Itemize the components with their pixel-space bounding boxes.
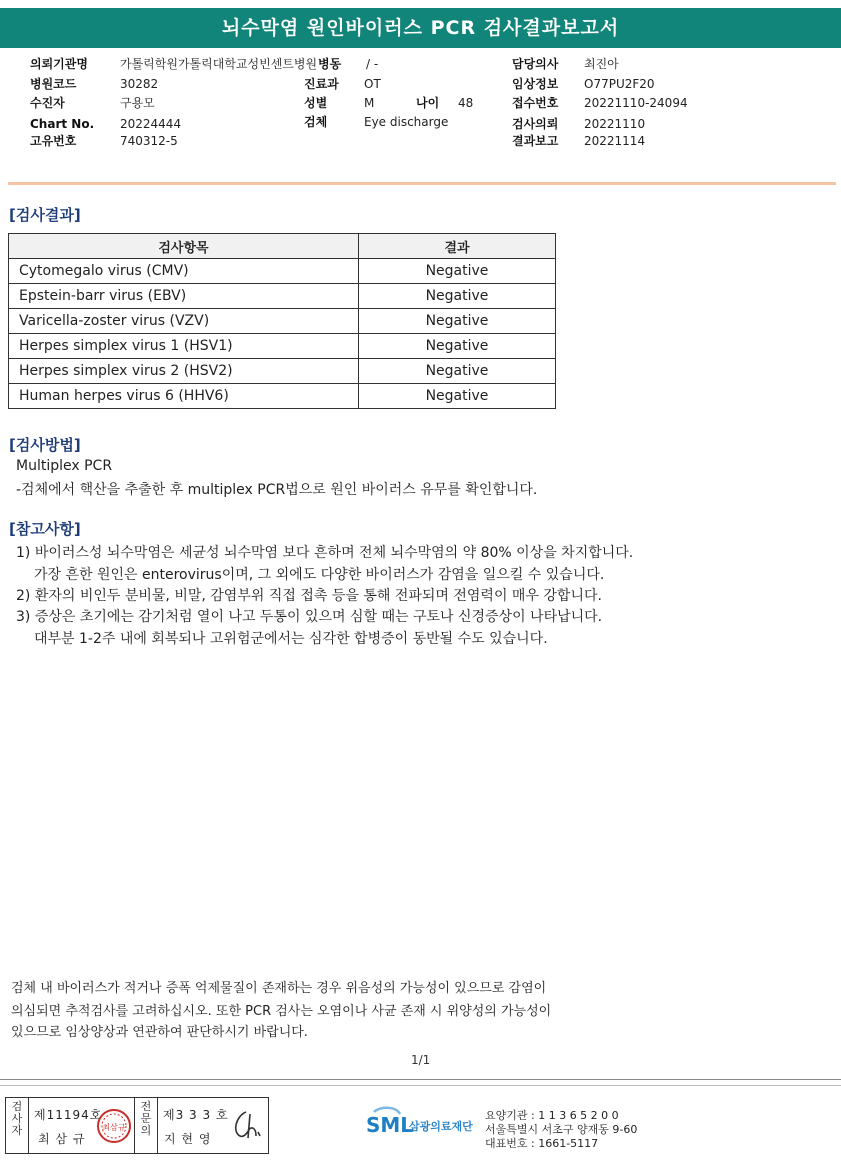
test-item: Varicella-zoster virus (VZV) <box>9 309 359 334</box>
seal-text: 최삼규 <box>102 1123 126 1132</box>
receipt-no-label: 접수번호 <box>512 96 559 110</box>
age-label: 나이 <box>416 96 440 110</box>
table-row <box>9 309 556 334</box>
disclaimer-line: 의심되면 추적검사를 고려하십시오. 또한 PCR 검사는 오염이나 사균 존재 시 위양성의 가능성이 <box>11 1004 552 1019</box>
table-row <box>9 284 556 309</box>
tester-label-cell <box>6 1098 29 1153</box>
validator-label-cell <box>134 1098 158 1153</box>
ward-value: / - <box>366 57 379 71</box>
col-header-item: 검사항목 <box>9 234 359 259</box>
tester-license: 제11194호 <box>34 1108 103 1122</box>
company-address: 서울특별시 서초구 양재동 9-60 <box>485 1123 638 1136</box>
note-line: 1) 바이러스성 뇌수막염은 세균성 뇌수막염 보다 흔하며 전체 뇌수막염의 약 80% 이상을 차지합니다. <box>16 545 634 561</box>
sex-label: 성별 <box>304 96 328 110</box>
receiver-label: 수진자 <box>30 96 65 110</box>
test-item: Epstein-barr virus (EBV) <box>9 284 359 309</box>
method-section-title: [검사방법] <box>9 436 81 454</box>
test-result: Negative <box>359 334 556 359</box>
note-line: 가장 흔한 원인은 enterovirus이며, 그 외에도 다양한 바이러스가 감염을 일으킬 수 있습니다. <box>34 567 605 583</box>
note-line: 대부분 1-2주 내에 회복되나 고위험군에서는 심각한 합병증이 동반될 수도 있습니다. <box>34 631 548 647</box>
footer-divider <box>0 1079 841 1080</box>
sex-value: M <box>364 96 375 110</box>
doctor-label: 담당의사 <box>512 57 559 71</box>
report-date-label: 결과보고 <box>512 134 559 148</box>
hospital-code-label: 병원코드 <box>30 77 77 91</box>
note-line: 2) 환자의 비인두 분비물, 비말, 감염부위 직접 접촉 등을 통해 전파되며 전염력이 매우 강합니다. <box>16 588 602 604</box>
header-separator <box>8 182 836 185</box>
institution-value: 가톨릭학원가톨릭대학교성빈센트병원 <box>120 57 318 71</box>
note-line: 3) 증상은 초기에는 감기처럼 열이 나고 두통이 있으며 심할 때는 구토나 신경증상이 나타납니다. <box>16 609 603 625</box>
validator-name: 지 현 영 <box>164 1132 212 1146</box>
table-row <box>9 384 556 409</box>
table-row <box>9 359 556 384</box>
department-label: 진료과 <box>304 77 339 91</box>
col-header-result: 결과 <box>359 234 556 259</box>
test-result: Negative <box>359 359 556 384</box>
notes-section-title: [참고사항] <box>9 520 81 538</box>
logo-text: SML <box>366 1113 414 1137</box>
method-description: -검체에서 핵산을 추출한 후 multiplex PCR법으로 원인 바이러스 유무를 확인합니다. <box>16 482 538 498</box>
age-value: 48 <box>458 96 474 110</box>
request-date-label: 검사의뢰 <box>512 117 559 131</box>
specimen-value: Eye discharge <box>364 115 449 129</box>
test-item: Human herpes virus 6 (HHV6) <box>9 384 359 409</box>
table-row <box>9 259 556 284</box>
validator-label: 전문의 <box>140 1100 152 1137</box>
test-item: Cytomegalo virus (CMV) <box>9 259 359 284</box>
sml-logo <box>366 1104 481 1148</box>
clinical-info-label: 임상정보 <box>512 77 559 91</box>
tester-label: 검사자 <box>11 1100 23 1137</box>
test-result: Negative <box>359 384 556 409</box>
table-row <box>9 334 556 359</box>
test-item: Herpes simplex virus 2 (HSV2) <box>9 359 359 384</box>
chart-no-value: 20224444 <box>120 117 182 131</box>
footer-divider <box>0 1085 841 1086</box>
signature-box <box>5 1097 269 1154</box>
results-section-title: [검사결과] <box>9 206 81 224</box>
method-name: Multiplex PCR <box>16 458 113 474</box>
report-title: 뇌수막염 원인바이러스 PCR 검사결과보고서 <box>0 8 841 48</box>
receiver-value: 구용모 <box>120 96 155 110</box>
test-result: Negative <box>359 284 556 309</box>
department-value: OT <box>364 77 381 91</box>
clinical-info-value: O77PU2F20 <box>584 77 655 91</box>
receipt-no-value: 20221110-24094 <box>584 96 688 110</box>
report-date-value: 20221114 <box>584 134 646 148</box>
test-item: Herpes simplex virus 1 (HSV1) <box>9 334 359 359</box>
chart-no-label: Chart No. <box>30 117 95 131</box>
unique-no-label: 고유번호 <box>30 134 77 148</box>
disclaimer-line: 있으므로 임상양상과 연관하여 판단하시기 바랍니다. <box>11 1025 308 1040</box>
request-date-value: 20221110 <box>584 117 646 131</box>
seal-stamp <box>96 1108 132 1144</box>
institution-label: 의뢰기관명 <box>30 57 88 71</box>
institution-code: 요양기관 : 1 1 3 6 5 2 0 0 <box>485 1109 619 1122</box>
hospital-code-value: 30282 <box>120 77 159 91</box>
signature <box>226 1106 264 1144</box>
results-table <box>8 233 556 409</box>
disclaimer-line: 검체 내 바이러스가 적거나 증폭 억제물질이 존재하는 경우 위음성의 가능성이 있으므로 감염이 <box>11 981 547 996</box>
ward-label: 병동 <box>318 57 342 71</box>
company-phone: 대표번호 : 1661-5117 <box>485 1137 599 1150</box>
validator-license: 제3 3 3 호 <box>163 1108 229 1122</box>
unique-no-value: 740312-5 <box>120 134 178 148</box>
specimen-label: 검체 <box>304 115 328 129</box>
org-name: 삼광의료재단 <box>409 1120 473 1133</box>
page-number: 1/1 <box>411 1053 431 1067</box>
tester-name: 최 삼 규 <box>38 1132 86 1146</box>
test-result: Negative <box>359 309 556 334</box>
doctor-value: 최진아 <box>584 57 619 71</box>
test-result: Negative <box>359 259 556 284</box>
